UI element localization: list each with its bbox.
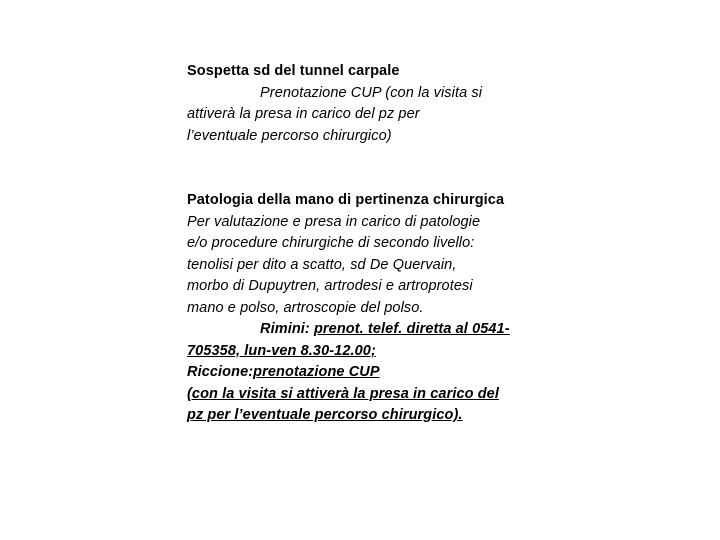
riccione-cup-booking: prenotazione CUP — [253, 364, 380, 380]
rimini-booking-line — [187, 319, 532, 341]
patologia-mano-line-1: Per valutazione e presa in carico di patologie — [187, 213, 481, 230]
rimini-phone-booking-1: prenot. telef. diretta al 0541- — [313, 321, 510, 337]
patologia-mano-line-5: mano e polso, artroscopie del polso. — [187, 299, 424, 316]
patologia-mano-heading: Patologia della mano di pertinenza chirurgica — [187, 192, 505, 208]
tunnel-carpale-line-1: Prenotazione CUP (con la visita si — [260, 84, 483, 101]
presa-in-carico-note-2: pz per l’eventuale percorso chirurgico). — [187, 407, 463, 423]
patologia-mano-line-2: e/o procedure chirurgiche di secondo livello: — [187, 235, 475, 251]
riccione-label: Riccione: — [187, 364, 254, 380]
patologia-mano-line-3: tenolisi per dito a scatto, sd De Quervain, — [187, 256, 457, 273]
tunnel-carpale-heading: Sospetta sd del tunnel carpale — [187, 63, 400, 79]
patologia-mano-line-4: morbo di Dupuytren, artrodesi e artroprotesi — [187, 278, 473, 294]
patologia-mano-section — [187, 190, 532, 427]
tunnel-carpale-line-2: attiverà la presa in carico del pz per — [187, 106, 420, 122]
tunnel-carpale-line-3: l’eventuale percorso chirurgico) — [187, 127, 392, 144]
tunnel-carpale-section — [187, 61, 532, 147]
rimini-phone-booking-2: 705358, lun-ven 8.30-12.00; — [187, 342, 376, 359]
riccione-booking-line — [187, 362, 532, 384]
rimini-label: Rimini: — [260, 321, 314, 337]
presa-in-carico-note-1: (con la visita si attiverà la presa in carico del — [187, 385, 499, 402]
